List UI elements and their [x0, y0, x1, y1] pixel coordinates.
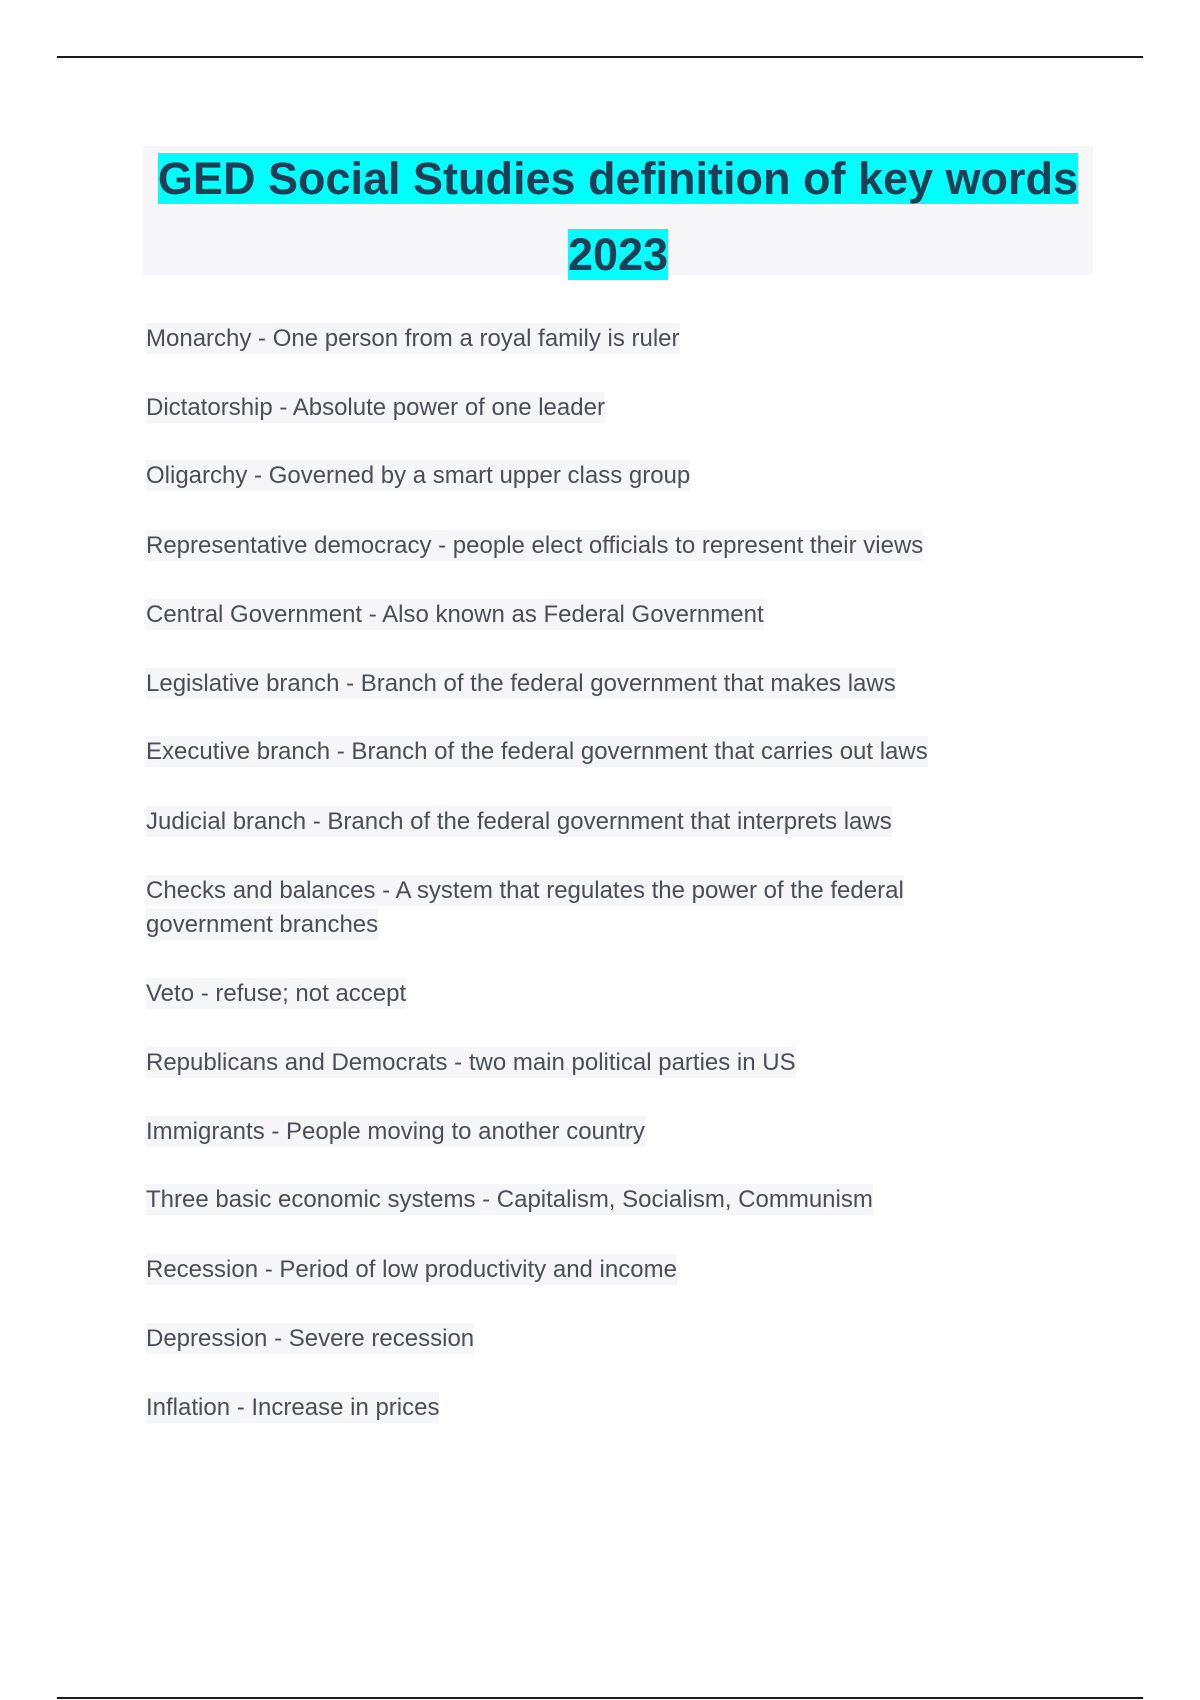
list-item — [146, 1391, 439, 1425]
term-text: Recession - Period of low productivity and income — [146, 1256, 677, 1283]
list-item — [146, 598, 764, 632]
term-text: Oligarchy - Governed by a smart upper class group — [146, 462, 691, 489]
list-item — [146, 735, 928, 769]
term-text: Checks and balances - A system that regulates the power of the federal government branches — [146, 877, 904, 938]
header-rule — [57, 56, 1143, 58]
term-text: Veto - refuse; not accept — [146, 980, 407, 1007]
term-text: Depression - Severe recession — [146, 1325, 475, 1352]
page-title: GED Social Studies definition of key words 2023 — [157, 153, 1079, 280]
list-item — [146, 667, 896, 701]
list-item — [146, 1253, 677, 1287]
term-text: Judicial branch - Branch of the federal government that interprets laws — [146, 808, 892, 835]
list-item — [146, 1115, 645, 1149]
list-item — [146, 1322, 474, 1356]
list-item — [146, 874, 976, 942]
term-text: Central Government - Also known as Federal Government — [146, 601, 764, 628]
list-item — [146, 1183, 873, 1217]
term-text: Three basic economic systems - Capitalism, Socialism, Communism — [146, 1186, 873, 1213]
term-text: Executive branch - Branch of the federal government that carries out laws — [146, 738, 928, 765]
term-text: Republicans and Democrats - two main political parties in US — [146, 1049, 796, 1076]
term-text: Inflation - Increase in prices — [146, 1394, 440, 1421]
list-item — [146, 322, 680, 356]
term-text: Legislative branch - Branch of the federal government that makes laws — [146, 670, 896, 697]
list-item — [146, 977, 406, 1011]
footer-rule — [57, 1697, 1143, 1699]
term-text: Representative democracy - people elect officials to represent their views — [146, 532, 924, 559]
list-item — [146, 529, 923, 563]
list-item — [146, 805, 892, 839]
title-panel — [143, 146, 1093, 280]
list-item — [146, 459, 690, 493]
list-item — [146, 391, 605, 425]
term-text: Immigrants - People moving to another country — [146, 1118, 645, 1145]
term-text: Dictatorship - Absolute power of one leader — [146, 394, 605, 421]
term-text: Monarchy - One person from a royal family is ruler — [146, 325, 680, 352]
list-item — [146, 1046, 796, 1080]
